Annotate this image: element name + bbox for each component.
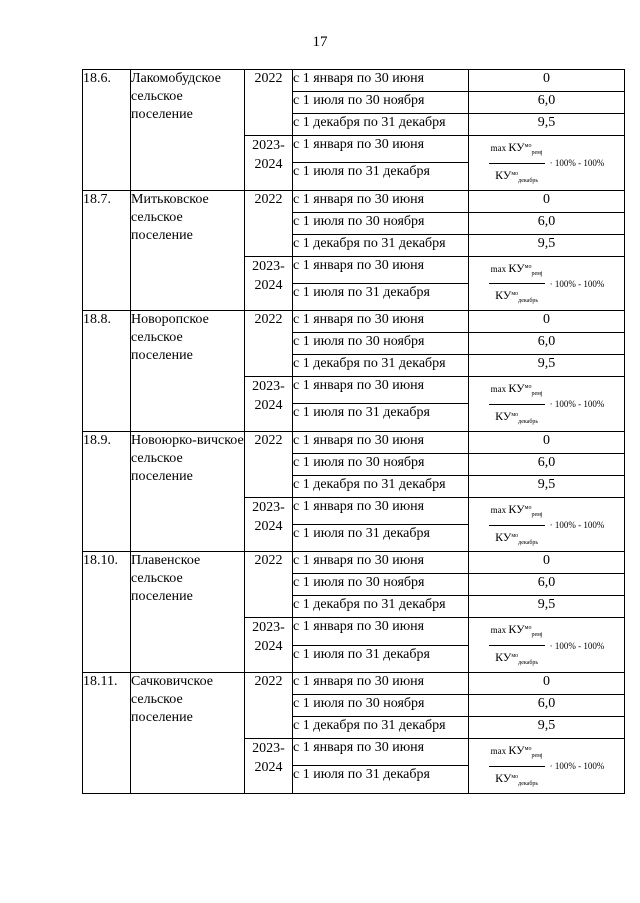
value-cell: 6,0: [469, 453, 625, 475]
year-range-cell: 2023- 2024: [245, 497, 293, 552]
value-cell: 6,0: [469, 92, 625, 114]
value-cell: 6,0: [469, 694, 625, 716]
formula-numerator: $\max КУ^{мо}_{ремj}$: [489, 258, 545, 285]
year-cell: 2022: [245, 672, 293, 738]
formula-fraction: [489, 499, 545, 552]
value-cell: 0: [469, 431, 625, 453]
formula-tail: · 100% - 100%: [549, 520, 605, 531]
formula-fraction: [489, 740, 545, 793]
row-number: 18.6.: [83, 70, 131, 191]
formula-tail: · 100% - 100%: [549, 399, 605, 410]
year-range-cell: 2023- 2024: [245, 136, 293, 191]
formula-denominator: $КУ^{мо}_{декабрь}$: [495, 650, 539, 666]
formula: [469, 739, 624, 793]
formula: [469, 136, 624, 190]
period-cell: с 1 июля по 31 декабря: [293, 766, 469, 793]
period-cell: с 1 декабря по 31 декабря: [293, 234, 469, 256]
period-cell: с 1 января по 30 июня: [293, 431, 469, 453]
formula-numerator: $\max КУ^{мо}_{ремj}$: [489, 499, 545, 526]
period-cell: с 1 декабря по 31 декабря: [293, 596, 469, 618]
row-number: 18.7.: [83, 190, 131, 311]
table-row: [83, 70, 625, 92]
formula-fraction: [489, 619, 545, 672]
settlement-name: Лакомобудское сельское поселение: [131, 70, 245, 191]
period-cell: с 1 июля по 30 ноября: [293, 92, 469, 114]
formula-cell: [469, 377, 625, 432]
formula-fraction: [489, 378, 545, 431]
table-row: [83, 431, 625, 453]
value-cell: 6,0: [469, 574, 625, 596]
formula-fraction: [489, 137, 545, 190]
value-cell: 0: [469, 190, 625, 212]
settlement-name: Новоропское сельское поселение: [131, 311, 245, 432]
row-number: 18.8.: [83, 311, 131, 432]
value-cell: 0: [469, 70, 625, 92]
formula-numerator: $\max КУ^{мо}_{ремj}$: [489, 378, 545, 405]
value-cell: 9,5: [469, 114, 625, 136]
value-cell: 6,0: [469, 212, 625, 234]
formula-cell: [469, 256, 625, 311]
year-range-cell: 2023- 2024: [245, 256, 293, 311]
period-cell: с 1 июля по 31 декабря: [293, 525, 469, 552]
period-cell: с 1 июля по 31 декабря: [293, 404, 469, 431]
value-cell: 9,5: [469, 716, 625, 738]
tariff-table: [82, 69, 625, 794]
table-row: [83, 672, 625, 694]
formula-numerator: $\max КУ^{мо}_{ремj}$: [489, 137, 545, 164]
period-cell: с 1 января по 30 июня: [293, 672, 469, 694]
formula-denominator: $КУ^{мо}_{декабрь}$: [495, 770, 539, 787]
settlement-name: Новоюрко-вичское сельское поселение: [131, 431, 245, 552]
formula: [469, 618, 624, 672]
settlement-name: Митьковское сельское поселение: [131, 190, 245, 311]
settlement-name: Сачковичское сельское поселение: [131, 672, 245, 793]
page-number: 17: [312, 34, 328, 50]
period-cell: с 1 июля по 30 ноября: [293, 212, 469, 234]
period-cell: с 1 января по 30 июня: [293, 738, 469, 765]
period-cell: с 1 декабря по 31 декабря: [293, 475, 469, 497]
formula-tail: · 100% - 100%: [549, 278, 605, 289]
period-cell: с 1 января по 30 июня: [293, 70, 469, 92]
period-cell: с 1 января по 30 июня: [293, 256, 469, 283]
period-cell: с 1 января по 30 июня: [293, 190, 469, 212]
table-row: [83, 552, 625, 574]
formula-cell: [469, 497, 625, 552]
formula-denominator: $КУ^{мо}_{декабрь}$: [495, 529, 539, 546]
period-cell: с 1 января по 30 июня: [293, 311, 469, 333]
period-cell: с 1 января по 30 июня: [293, 497, 469, 524]
formula-tail: · 100% - 100%: [549, 640, 605, 651]
year-range-cell: 2023- 2024: [245, 618, 293, 673]
row-number: 18.9.: [83, 431, 131, 552]
year-range-cell: 2023- 2024: [245, 377, 293, 432]
period-cell: с 1 января по 30 июня: [293, 552, 469, 574]
value-cell: 9,5: [469, 234, 625, 256]
formula-denominator: $КУ^{мо}_{декабрь}$: [495, 288, 539, 305]
value-cell: 0: [469, 311, 625, 333]
formula-cell: [469, 136, 625, 191]
year-range-cell: 2023- 2024: [245, 738, 293, 793]
value-cell: 0: [469, 672, 625, 694]
formula-numerator: $\max КУ^{мо}_{ремj}$: [489, 740, 545, 767]
period-cell: с 1 декабря по 31 декабря: [293, 716, 469, 738]
value-cell: 6,0: [469, 333, 625, 355]
formula-denominator: $КУ^{мо}_{декабрь}$: [495, 408, 539, 425]
formula: [469, 377, 624, 431]
value-cell: 9,5: [469, 596, 625, 618]
year-cell: 2022: [245, 70, 293, 136]
period-cell: с 1 января по 30 июня: [293, 618, 469, 645]
year-cell: 2022: [245, 431, 293, 497]
year-cell: 2022: [245, 190, 293, 256]
row-number: 18.10.: [83, 552, 131, 673]
table-row: [83, 311, 625, 333]
year-cell: 2022: [245, 552, 293, 618]
period-cell: с 1 июля по 31 декабря: [293, 163, 469, 190]
period-cell: с 1 декабря по 31 декабря: [293, 355, 469, 377]
formula-tail: · 100% - 100%: [549, 761, 605, 772]
formula-cell: [469, 618, 625, 673]
formula: [469, 257, 624, 311]
period-cell: с 1 июля по 31 декабря: [293, 645, 469, 672]
formula-denominator: $КУ^{мо}_{декабрь}$: [495, 167, 539, 184]
value-cell: 9,5: [469, 475, 625, 497]
year-cell: 2022: [245, 311, 293, 377]
period-cell: с 1 декабря по 31 декабря: [293, 114, 469, 136]
formula-cell: [469, 738, 625, 793]
formula-tail: · 100% - 100%: [549, 158, 605, 169]
formula-fraction: [489, 258, 545, 311]
period-cell: с 1 июля по 30 ноября: [293, 694, 469, 716]
period-cell: с 1 июля по 30 ноября: [293, 333, 469, 355]
row-number: 18.11.: [83, 672, 131, 793]
formula-numerator: $\max КУ^{мо}_{ремj}$: [489, 619, 545, 646]
period-cell: с 1 июля по 30 ноября: [293, 574, 469, 596]
period-cell: с 1 июля по 31 декабря: [293, 283, 469, 310]
period-cell: с 1 июля по 30 ноября: [293, 453, 469, 475]
period-cell: с 1 января по 30 июня: [293, 377, 469, 404]
formula: [469, 498, 624, 552]
table-row: [83, 190, 625, 212]
value-cell: 0: [469, 552, 625, 574]
value-cell: 9,5: [469, 355, 625, 377]
period-cell: с 1 января по 30 июня: [293, 136, 469, 163]
settlement-name: Плавенское сельское поселение: [131, 552, 245, 673]
